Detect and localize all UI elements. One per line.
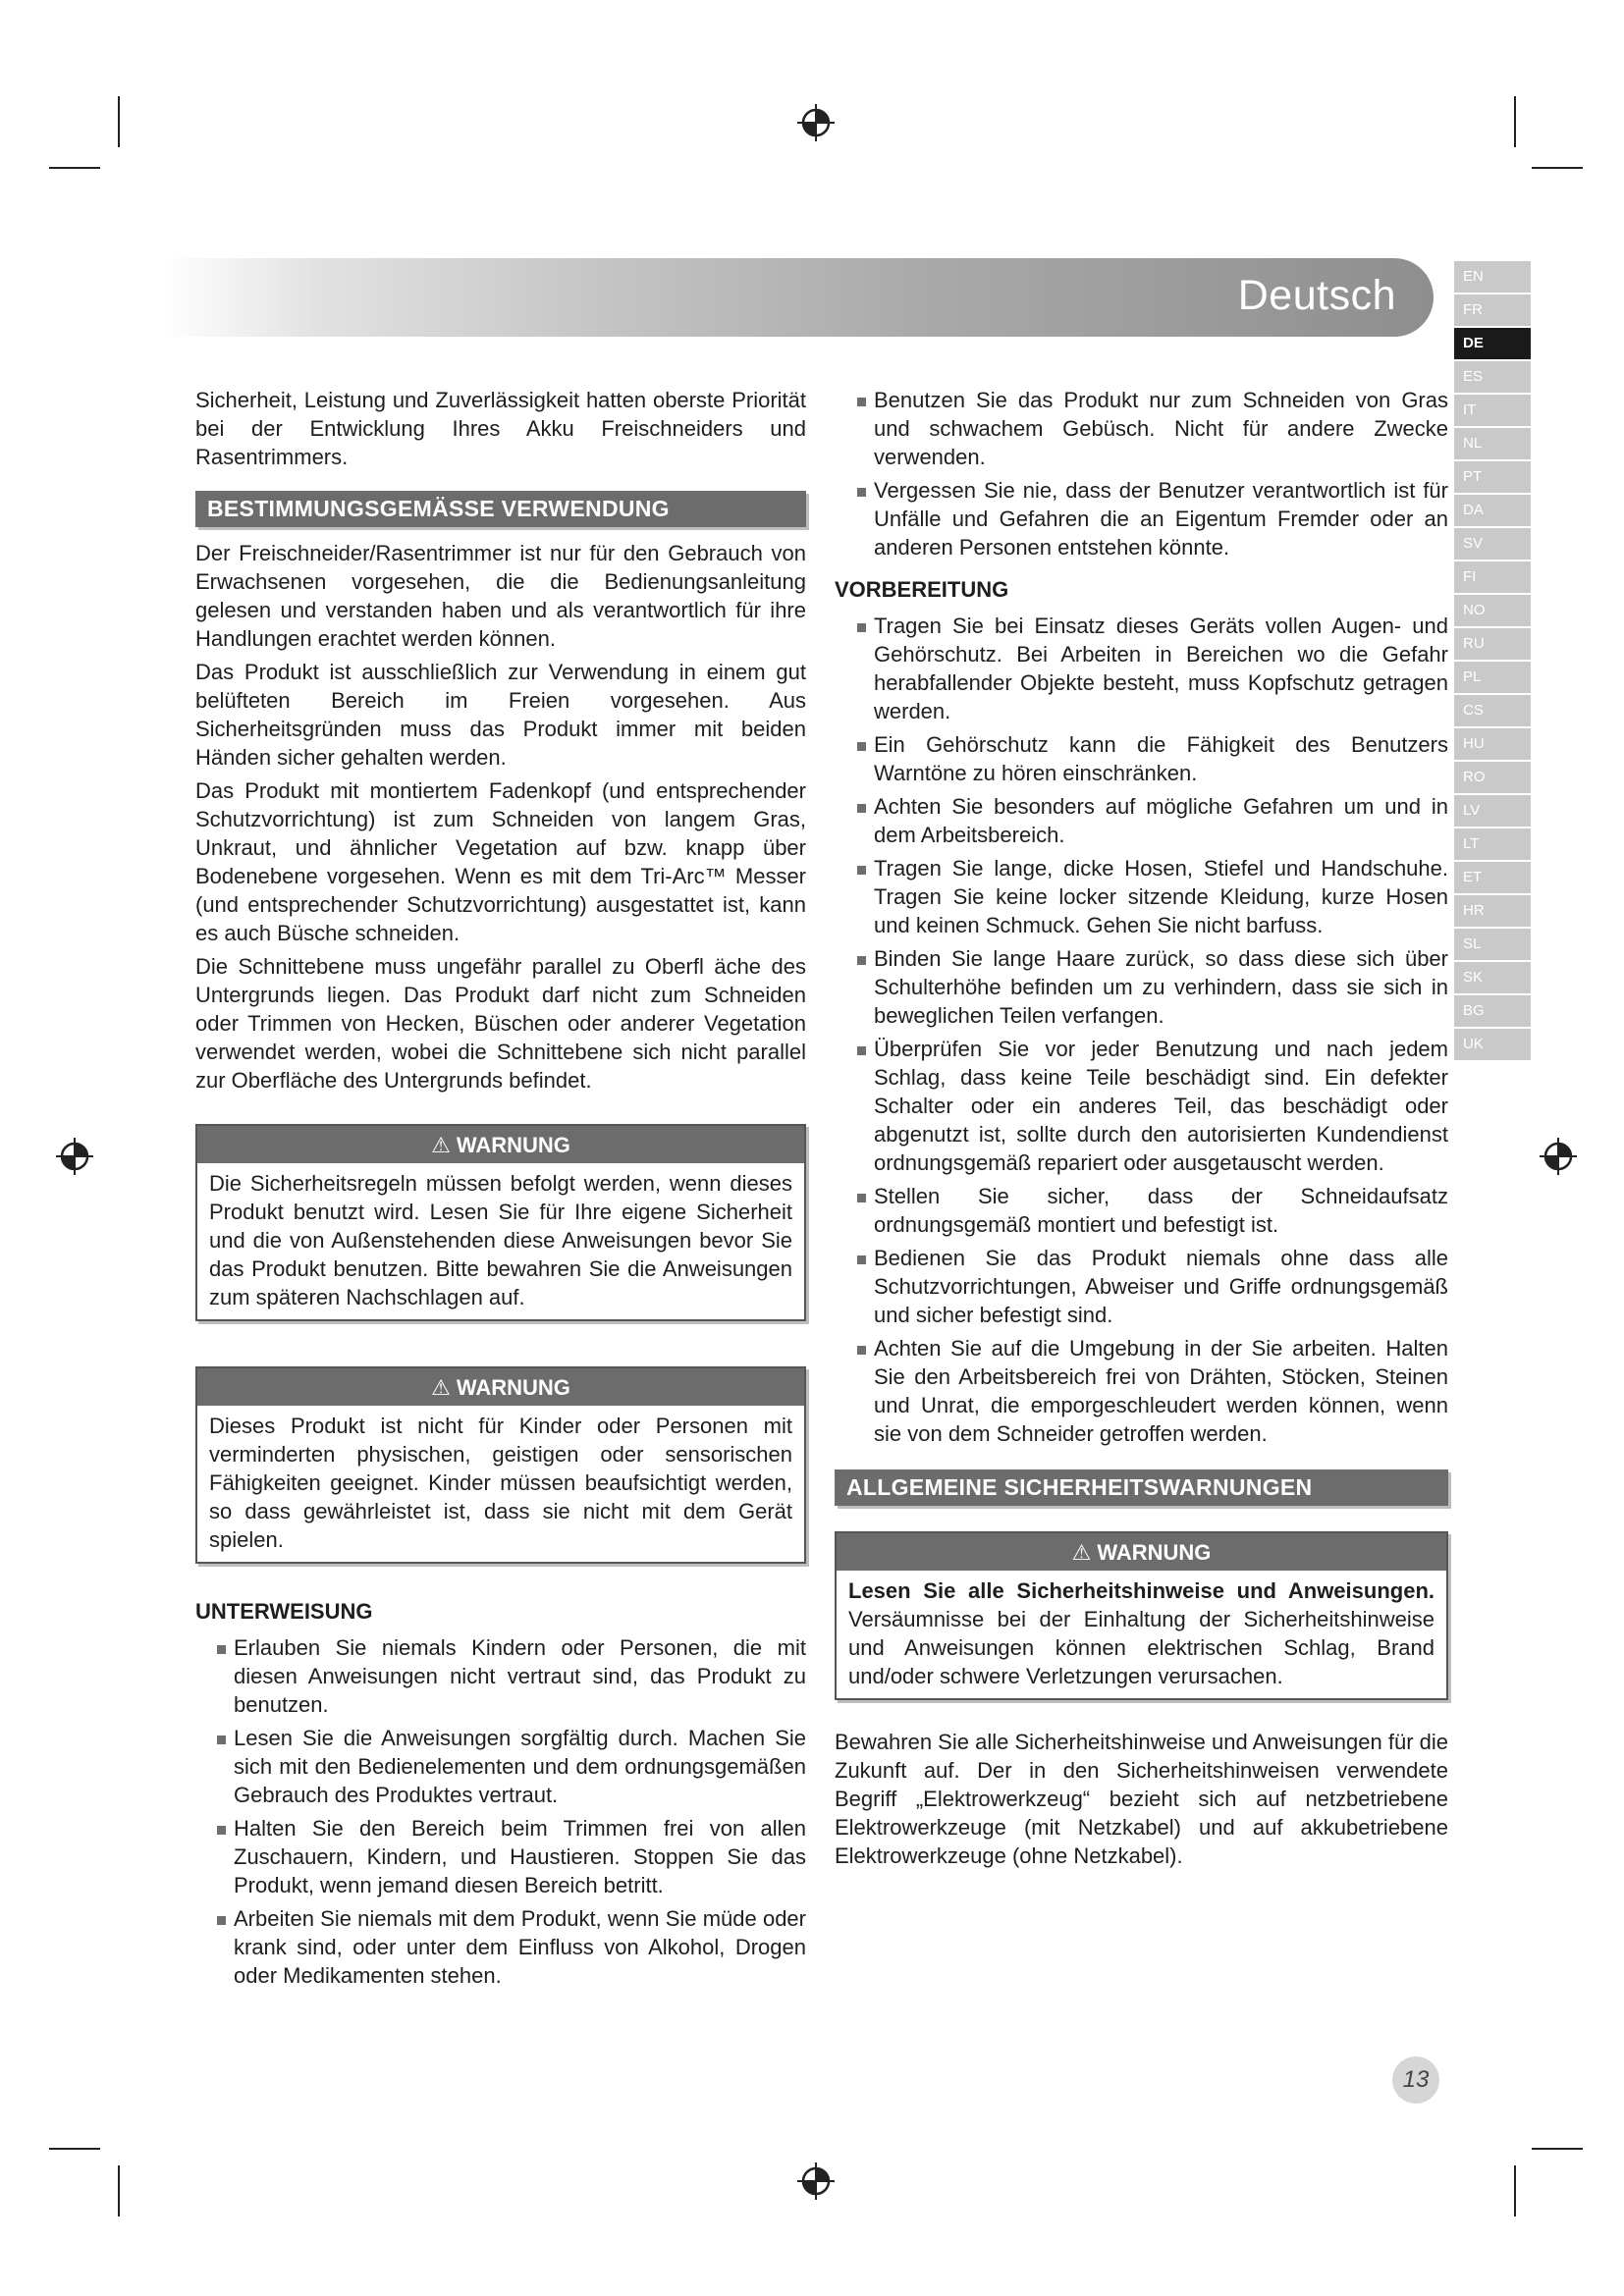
registration-mark-icon (796, 103, 836, 142)
registration-mark-icon (55, 1137, 94, 1176)
crop-mark (1532, 167, 1583, 169)
list-item: Überprüfen Sie vor jeder Benutzung und nach jedem Schlag, dass keine Teile beschädigt sind. Ein defekter Schalter oder ein anderes Teil, das beschädigt oder abgenutzt ist, sollte durch den autorisierten Kundendienst ordnungsgemäß repariert oder ausgetauscht werden. (835, 1035, 1448, 1177)
body-paragraph: Der Freischneider/Rasentrimmer ist nur für den Gebrauch von Erwachsenen vorgesehen, die die Bedienungsanleitung gelesen und verstanden haben und als verantwortlich für ihre Handlungen erachtet werden können. (195, 541, 806, 651)
warning-triangle-icon: ⚠ (1071, 1540, 1092, 1565)
crop-mark (49, 167, 100, 169)
list-item: Achten Sie auf die Umgebung in der Sie arbeiten. Halten Sie den Arbeitsbereich frei von Drähten, Stöcken, Steinen und Unrat, die emporgeschleudert werden können, wenn sie von dem Schneider getroffen werden. (835, 1334, 1448, 1448)
list-item: Tragen Sie lange, dicke Hosen, Stiefel und Handschuhe. Tragen Sie keine locker sitzende Kleidung, kurze Hosen und keinen Schmuck. Gehen Sie nicht barfuss. (835, 854, 1448, 939)
warning-regular-text: Versäumnisse bei der Einhaltung der Sicherheitshinweise und Anweisungen können elektrischen Schlag, Brand und/oder schwere Verletzungen verursachen. (848, 1607, 1435, 1688)
warning-triangle-icon: ⚠ (431, 1375, 451, 1400)
warning-text (837, 1571, 1446, 1698)
language-tab-pl[interactable]: PL (1454, 662, 1531, 693)
crop-mark (49, 2148, 100, 2150)
warning-bold-text: Lesen Sie alle Sicherheitshinweise und Anweisungen. (848, 1578, 1435, 1603)
page-number: 13 (1392, 2056, 1439, 2104)
list-item: Benutzen Sie das Produkt nur zum Schneiden von Gras und schwachem Gebüsch. Nicht für andere Zwecke verwenden. (835, 386, 1448, 471)
crop-mark (118, 2165, 120, 2216)
subheading-training: UNTERWEISUNG (195, 1599, 373, 1624)
list-item: Bedienen Sie das Produkt niemals ohne dass alle Schutzvorrichtungen, Abweiser und Griffe ordnungsgemäß und sicher befestigt sind. (835, 1244, 1448, 1329)
section-heading-intended-use: BESTIMMUNGSGEMÄSSE VERWENDUNG (195, 491, 806, 527)
list-item: Ein Gehörschutz kann die Fähigkeit des Benutzers Warntöne zu hören einschränken. (835, 730, 1448, 787)
language-tab-it[interactable]: IT (1454, 395, 1531, 426)
list-item: Erlauben Sie niemals Kindern oder Personen, die mit diesen Anweisungen nicht vertraut sind, das Produkt zu benutzen. (195, 1633, 806, 1719)
language-tab-en[interactable]: EN (1454, 261, 1531, 293)
crop-mark (1514, 2165, 1516, 2216)
language-tab-de[interactable]: DE (1454, 328, 1531, 359)
language-tab-bg[interactable]: BG (1454, 995, 1531, 1027)
language-tab-cs[interactable]: CS (1454, 695, 1531, 726)
list-item: Vergessen Sie nie, dass der Benutzer verantwortlich ist für Unfälle und Gefahren die an Eigentum Fremder oder an anderen Personen entstehen könnte. (835, 476, 1448, 561)
page-title: Deutsch (1237, 272, 1396, 319)
list-item: Achten Sie besonders auf mögliche Gefahren um und in dem Arbeitsbereich. (835, 792, 1448, 849)
list-item: Halten Sie den Bereich beim Trimmen frei von allen Zuschauern, Kindern, und Haustieren. Stoppen Sie das Produkt, wenn jemand diesen Bereich betritt. (195, 1814, 806, 1899)
left-column (195, 386, 806, 1995)
training-list (195, 1633, 806, 1990)
warning-box (195, 1366, 806, 1564)
right-column (835, 386, 1448, 1875)
list-item: Lesen Sie die Anweisungen sorgfältig durch. Machen Sie sich mit den Bedienelementen und dem ordnungsgemäßen Gebrauch des Produktes vertraut. (195, 1724, 806, 1809)
section-heading-general-safety: ALLGEMEINE SICHERHEITSWARNUNGEN (835, 1469, 1448, 1506)
crop-mark (1532, 2148, 1583, 2150)
language-tab-lv[interactable]: LV (1454, 795, 1531, 827)
language-tab-hu[interactable]: HU (1454, 728, 1531, 760)
warning-text: Die Sicherheitsregeln müssen befolgt werden, wenn dieses Produkt benutzt wird. Lesen Sie für Ihre eigene Sicherheit und die von Außenstehenden diese Anweisungen bevor Sie das Produkt benutzen. Bitte bewahren Sie die Anweisungen zum späteren Nachschlagen auf. (209, 1171, 792, 1309)
warning-title: WARNUNG (1097, 1540, 1212, 1565)
warning-header (837, 1533, 1446, 1571)
closing-paragraph: Bewahren Sie alle Sicherheitshinweise und Anweisungen für die Zukunft auf. Der in den Sicherheitshinweisen verwendete Begriff „Elektrowerkzeug“ bezieht sich auf netzbetriebene Elektrowerkzeuge (mit Netzkabel) und auf akkubetriebene Elektrowerkzeuge (ohne Netzkabel). (835, 1730, 1448, 1868)
list-item: Tragen Sie bei Einsatz dieses Geräts vollen Augen- und Gehörschutz. Bei Arbeiten in Bereichen wo die Gefahr herabfallender Objekte besteht, muss Kopfschutz getragen werden. (835, 612, 1448, 725)
subheading-preparation: VORBEREITUNG (835, 577, 1009, 602)
language-tab-da[interactable]: DA (1454, 495, 1531, 526)
registration-mark-icon (796, 2162, 836, 2201)
warning-header (197, 1368, 804, 1406)
language-tab-fi[interactable]: FI (1454, 561, 1531, 593)
warning-triangle-icon: ⚠ (431, 1133, 451, 1157)
warning-text: Dieses Produkt ist nicht für Kinder oder Personen mit verminderten physischen, geistigen oder sensorischen Fähigkeiten geeignet. Kinder müssen beaufsichtigt werden, so dass gewährleistet ist, dass sie nicht mit dem Gerät spielen. (209, 1414, 792, 1552)
warning-title: WARNUNG (456, 1375, 570, 1400)
language-tab-es[interactable]: ES (1454, 361, 1531, 393)
language-tab-ru[interactable]: RU (1454, 628, 1531, 660)
language-tab-nl[interactable]: NL (1454, 428, 1531, 459)
language-tab-ro[interactable]: RO (1454, 762, 1531, 793)
language-tab-no[interactable]: NO (1454, 595, 1531, 626)
list-item: Binden Sie lange Haare zurück, so dass diese sich über Schulterhöhe befinden um zu verhindern, dass sie sich in beweglichen Teilen verfangen. (835, 944, 1448, 1030)
language-tabs (1454, 261, 1531, 1062)
body-paragraph: Das Produkt mit montiertem Fadenkopf (und entsprechender Schutzvorrichtung) ist zum Schneiden von langem Gras, Unkraut, und ähnlicher Vegetation auf bzw. knapp über Bodenebene vorgesehen. Wenn es mit dem Tri-Arc™ Messer (und entsprechender Schutzvorrichtung) ausgestattet ist, kann es auch Büsche schneiden. (195, 778, 806, 945)
warning-box (835, 1531, 1448, 1700)
language-tab-sl[interactable]: SL (1454, 929, 1531, 960)
list-item: Arbeiten Sie niemals mit dem Produkt, wenn Sie müde oder krank sind, oder unter dem Einfluss von Alkohol, Drogen oder Medikamenten stehen. (195, 1904, 806, 1990)
body-paragraph: Das Produkt ist ausschließlich zur Verwendung in einem gut belüfteten Bereich im Freien vorgesehen. Aus Sicherheitsgründen muss das Produkt immer mit beiden Händen sicher gehalten werden. (195, 660, 806, 770)
registration-mark-icon (1539, 1137, 1578, 1176)
intro-paragraph: Sicherheit, Leistung und Zuverlässigkeit hatten oberste Priorität bei der Entwicklung Ihres Akku Freischneiders und Rasentrimmers. (195, 388, 806, 469)
list-item: Stellen Sie sicher, dass der Schneidaufsatz ordnungsgemäß montiert und befestigt ist. (835, 1182, 1448, 1239)
usage-list (835, 386, 1448, 561)
language-tab-hr[interactable]: HR (1454, 895, 1531, 927)
language-tab-et[interactable]: ET (1454, 862, 1531, 893)
language-tab-sv[interactable]: SV (1454, 528, 1531, 560)
warning-box (195, 1124, 806, 1321)
language-tab-fr[interactable]: FR (1454, 294, 1531, 326)
crop-mark (1514, 96, 1516, 147)
language-tab-pt[interactable]: PT (1454, 461, 1531, 493)
warning-title: WARNUNG (456, 1133, 570, 1157)
language-tab-sk[interactable]: SK (1454, 962, 1531, 993)
preparation-list (835, 612, 1448, 1448)
header-band (162, 258, 1434, 337)
language-tab-uk[interactable]: UK (1454, 1029, 1531, 1060)
warning-header (197, 1126, 804, 1163)
language-tab-lt[interactable]: LT (1454, 828, 1531, 860)
crop-mark (118, 96, 120, 147)
body-paragraph: Die Schnittebene muss ungefähr parallel zu Oberfl äche des Untergrunds liegen. Das Produkt darf nicht zum Schneiden oder Trimmen von Hecken, Büschen oder anderer Vegetation verwendet werden, wobei die Schnittebene sich nicht parallel zur Oberfläche des Untergrunds befindet. (195, 954, 806, 1093)
